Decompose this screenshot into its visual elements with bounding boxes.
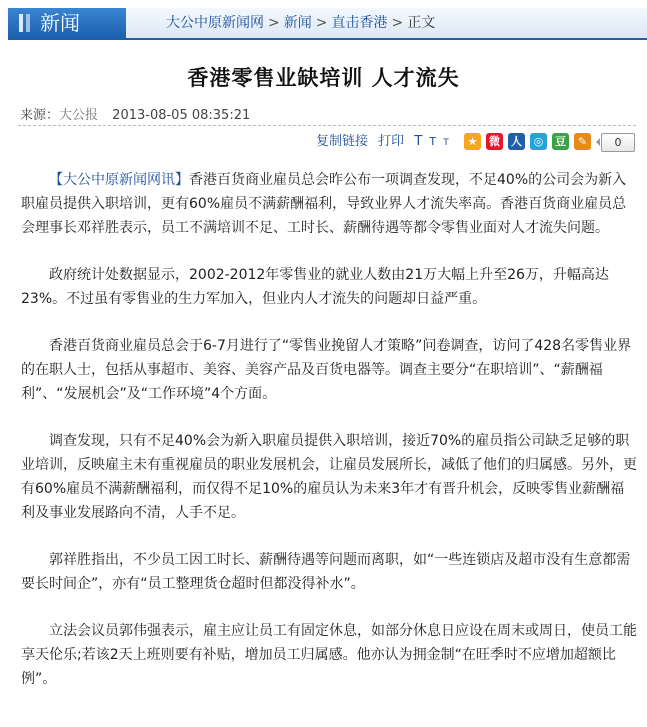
- breadcrumb-hongkong-link[interactable]: 直击香港: [331, 15, 388, 31]
- article-title: 香港零售业缺培训 人才流失: [187, 66, 460, 90]
- breadcrumb-separator: >: [391, 15, 404, 31]
- breadcrumb: [166, 13, 435, 33]
- share-more-icon[interactable]: ✎: [574, 133, 591, 150]
- article-meta: [20, 104, 250, 123]
- lead-bracket: 】: [175, 172, 189, 188]
- article-paragraph: 调查发现，只有不足40%会为新入职雇员提供入职培训，接近70%的雇员指公司缺乏足够的职业培训，反映雇主未有重视雇员的职业发展机会，让雇员发展所长，减低了他们的归属感。另外，更有60%雇员不满薪酬福利，而仅得不足10%的雇员认为未来3年才有晋升机会，反映零售业薪酬福利及事业发展路向不清，人手不足。: [21, 433, 637, 521]
- tab-decoration: [26, 14, 30, 32]
- print-button[interactable]: 打印: [378, 134, 405, 149]
- douban-icon[interactable]: 豆: [552, 133, 569, 150]
- breadcrumb-separator: >: [315, 15, 328, 31]
- article-paragraph: 政府统计处数据显示，2002-2012年零售业的就业人数由21万大幅上升至26万，升幅高达23%。不过虽有零售业的生力军加入，但业内人才流失的问题却日益严重。: [21, 267, 609, 307]
- font-size-medium-button[interactable]: T: [429, 135, 437, 148]
- source-name: 大公报: [59, 108, 99, 123]
- lead-source-link[interactable]: 大公中原新闻网讯: [63, 172, 175, 188]
- article-tools: [316, 132, 452, 153]
- lead-bracket: 【: [49, 172, 63, 188]
- weibo-icon[interactable]: 微: [486, 133, 503, 150]
- font-size-small-button[interactable]: T: [443, 138, 449, 148]
- renren-icon[interactable]: 人: [508, 133, 525, 150]
- breadcrumb-home-link[interactable]: 大公中原新闻网: [166, 15, 264, 31]
- breadcrumb-current: 正文: [407, 15, 436, 31]
- font-size-large-button[interactable]: T: [414, 134, 423, 149]
- source-label: 来源：: [20, 108, 60, 123]
- publish-datetime: 2013-08-05 08:35:21: [112, 108, 251, 123]
- tab-decoration: [19, 14, 23, 32]
- top-navigation-bar: [8, 8, 647, 40]
- article-paragraph: [21, 168, 637, 240]
- paragraph-text: 香港百货商业雇员总会昨公布一项调查发现，不足40%的公司会为新入职雇员提供入职培训，更有60%雇员不满薪酬福利，导致业界人才流失率高。香港百货商业雇员总会理事长邓祥胜表示，员工不满培训不足、工时长、薪酬待遇等都令零售业面对人才流失问题。: [21, 172, 627, 236]
- breadcrumb-news-link[interactable]: 新闻: [283, 15, 312, 31]
- article-paragraph: 郭祥胜指出，不少员工因工时长、薪酬待遇等问题而离职，如“一些连锁店及超市没有生意都需要长时间企”，亦有“员工整理货仓超时但都没得补水”。: [21, 552, 631, 592]
- news-tab[interactable]: [8, 8, 126, 38]
- tab-title: 新闻: [40, 11, 80, 35]
- copy-link-button[interactable]: 复制链接: [316, 134, 369, 149]
- article-paragraph: 香港百货商业雇员总会于6-7月进行了“零售业挽留人才策略”问卷调查，访问了428名零售业界的在职人士，包括从事超市、美容、美容产品及百货电器等。调查主要分“在职培训”、“薪酬福利”、“发展机会”及“工作环境”4个方面。: [21, 338, 632, 402]
- article-body: [21, 168, 637, 714]
- article-paragraph: 立法会议员郭伟强表示，雇主应让员工有固定休息，如部分休息日应设在周末或周日，使员工能享天伦乐;若该2天上班则要有补贴，增加员工归属感。他亦认为拥金制“在旺季时不应增加超额比例”。: [21, 623, 637, 687]
- share-count-badge: 0: [601, 133, 635, 152]
- tencent-weibo-icon[interactable]: ◎: [530, 133, 547, 150]
- breadcrumb-separator: >: [268, 15, 280, 31]
- divider: [18, 125, 636, 126]
- qzone-star-icon[interactable]: ★: [464, 133, 481, 150]
